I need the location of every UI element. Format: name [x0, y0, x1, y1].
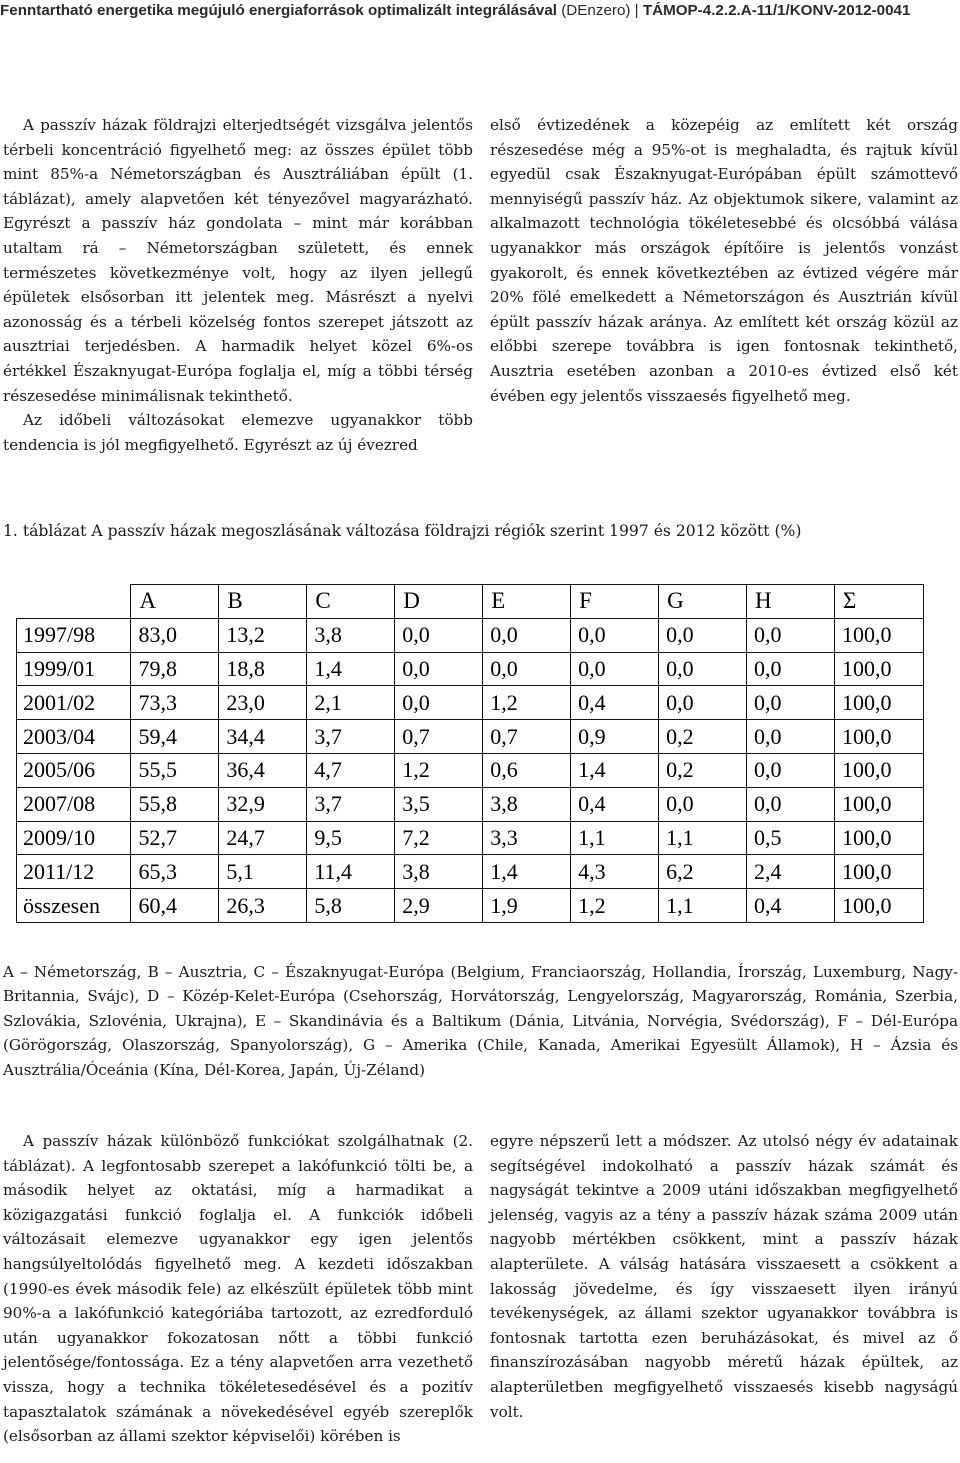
table-cell: 0,0 [395, 686, 483, 720]
header-project-code: TÁMOP-4.2.2.A-11/1/KONV-2012-0041 [642, 2, 911, 19]
paragraph: A passzív házak különböző funkciókat szolgálhatnak (2. táblázat). A legfontosabb szerepet a lakófunkció tölti be, a második helyet az oktatási, míg a harmadikat a közigazgatási funkció foglalja el. A funkciók időbeli változásait elemezve ugyanakkor egy igen jelentős hangsúlyeltolódás figyelhető meg. A kezdeti időszakban (1990-es évek második fele) az elkészült épületek több mint 90%-a a lakófunkció kategóriába tartozott, az ezredforduló után ugyanakkor fokozatosan nőtt a többi funkció jelentősége/fontossága. Ez a tény alapvetően arra vezethető vissza, hogy a technika tökéletesedésével és a pozitív tapasztalatok számának a növekedésével egyéb szereplők (elsősorban az állami szektor képviselői) körében is [3, 1132, 473, 1446]
table-cell: 100,0 [834, 652, 923, 686]
table-cell: 1,2 [395, 753, 483, 787]
paragraph: első évtizedének a közepéig az említett két ország részesedése még a 95%-ot is meghaladta, és rajtuk kívül egyedül csak Északnyugat-Európában épült számottevő mennyiségű passzív ház. Az objektumok sikere, valamint az alkalmazott technológia tökéletesebbé és olcsóbbá válása ugyanakkor más országok építőire is jelentős vonzást gyakorolt, és ennek következtében az évtized végére már 20% fölé emelkedett a Németországon és Ausztrián kívül épült passzív házak aránya. Az említett két ország közül az előbbi szerepe továbbra is igen fontosnak tekinthető, Ausztria esetében azonban a 2010-es évtized első két évében egy jelentős visszaesés figyelhető meg. [490, 116, 958, 405]
table-cell: 3,7 [307, 720, 395, 754]
table-caption: 1. táblázat A passzív házak megoszlásának változása földrajzi régiók szerint 1997 és 2012 között (%) [3, 522, 802, 540]
paragraph: Az időbeli változásokat elemezve ugyanakkor több tendencia is jól megfigyelhető. Egyrészt az új évezred [3, 411, 473, 454]
table-cell: 1,1 [659, 889, 747, 923]
table-cell: 100,0 [834, 821, 923, 855]
header-project-title: Fenntartható energetika megújuló energiaforrások optimalizált integrálásával [0, 2, 558, 19]
table-corner-cell [17, 585, 131, 619]
column-header: G [659, 585, 747, 619]
table-cell: 55,8 [131, 787, 219, 821]
table-cell: 0,9 [571, 720, 659, 754]
table-cell: 34,4 [219, 720, 307, 754]
table-cell: 0,7 [395, 720, 483, 754]
table-cell: 0,0 [747, 686, 835, 720]
table-cell: 36,4 [219, 753, 307, 787]
table-cell: 3,8 [483, 787, 571, 821]
column-header: B [219, 585, 307, 619]
table-cell: 0,4 [571, 686, 659, 720]
table-cell: 32,9 [219, 787, 307, 821]
table-cell: 3,8 [395, 855, 483, 889]
table-cell: 100,0 [834, 787, 923, 821]
table-cell: 24,7 [219, 821, 307, 855]
table-cell: 0,4 [571, 787, 659, 821]
row-label: 2007/08 [17, 787, 131, 821]
table-cell: 1,9 [483, 889, 571, 923]
table-cell: 1,4 [483, 855, 571, 889]
table-cell: 0,0 [395, 618, 483, 652]
table-cell: 100,0 [834, 753, 923, 787]
column-header: A [131, 585, 219, 619]
table-cell: 100,0 [834, 889, 923, 923]
table-cell: 0,0 [659, 618, 747, 652]
table-header-row [17, 585, 924, 619]
table-cell: 65,3 [131, 855, 219, 889]
table-cell: 11,4 [307, 855, 395, 889]
table-cell: 0,0 [747, 618, 835, 652]
table-row [17, 720, 924, 754]
table-cell: 6,2 [659, 855, 747, 889]
table-cell: 18,8 [219, 652, 307, 686]
row-label: 1999/01 [17, 652, 131, 686]
row-label: összesen [17, 889, 131, 923]
table-cell: 0,6 [483, 753, 571, 787]
table-cell: 0,2 [659, 753, 747, 787]
text-column-left-bottom [3, 1129, 473, 1449]
table-row [17, 618, 924, 652]
table-cell: 2,1 [307, 686, 395, 720]
running-header [0, 2, 960, 24]
table-cell: 0,7 [483, 720, 571, 754]
table-cell: 100,0 [834, 686, 923, 720]
text-column-right-top [490, 113, 958, 408]
table-cell: 0,0 [659, 787, 747, 821]
table-cell: 2,4 [747, 855, 835, 889]
table-cell: 79,8 [131, 652, 219, 686]
table-cell: 2,9 [395, 889, 483, 923]
table-cell: 1,1 [571, 821, 659, 855]
region-share-table [16, 584, 924, 923]
table-cell: 4,7 [307, 753, 395, 787]
table-cell: 1,2 [571, 889, 659, 923]
table-cell: 59,4 [131, 720, 219, 754]
column-header: C [307, 585, 395, 619]
table-cell: 0,4 [747, 889, 835, 923]
table-row [17, 652, 924, 686]
table-cell: 1,4 [571, 753, 659, 787]
column-header: H [747, 585, 835, 619]
table-cell: 60,4 [131, 889, 219, 923]
column-header: E [483, 585, 571, 619]
table-cell: 55,5 [131, 753, 219, 787]
text-column-left-top [3, 113, 473, 457]
table-cell: 0,0 [659, 652, 747, 686]
table-cell: 4,3 [571, 855, 659, 889]
table-cell: 23,0 [219, 686, 307, 720]
table-cell: 3,8 [307, 618, 395, 652]
row-label: 2003/04 [17, 720, 131, 754]
table-cell: 5,1 [219, 855, 307, 889]
table-cell: 1,2 [483, 686, 571, 720]
table-cell: 3,5 [395, 787, 483, 821]
paragraph: egyre népszerű lett a módszer. Az utolsó négy év adatainak segítségével indokolható a passzív házak számát és nagyságát tekintve a 2009 utáni időszakban megfigyelhető jelenség, vagyis az a tény a passzív házak száma 2009 után nagyobb mértékben csökkent, mint a passzív házak alapterülete. A válság hatására visszaesett a csökkent a lakosság jövedelme, és így visszaesett ilyen irányú tevékenységek, az állami szektor ugyanakkor továbbra is fontosnak tartotta ezen beruházásokat, és mivel az ő finanszírozásában nagyobb méretű házak épültek, az alapterületben megfigyelhető visszaesés kisebb nagyságú volt. [490, 1132, 958, 1421]
table-cell: 0,0 [483, 652, 571, 686]
row-label: 2005/06 [17, 753, 131, 787]
table-cell: 0,0 [747, 753, 835, 787]
table-cell: 0,2 [659, 720, 747, 754]
table-cell: 5,8 [307, 889, 395, 923]
table-cell: 0,0 [747, 720, 835, 754]
text-column-right-bottom [490, 1129, 958, 1424]
row-label: 2009/10 [17, 821, 131, 855]
table-row [17, 821, 924, 855]
table-cell: 9,5 [307, 821, 395, 855]
table-cell: 3,3 [483, 821, 571, 855]
row-label: 1997/98 [17, 618, 131, 652]
table-cell: 0,0 [659, 686, 747, 720]
table-legend-note: A – Németország, B – Ausztria, C – Északnyugat-Európa (Belgium, Franciaország, Hollandia, Írország, Luxemburg, Nagy-Britannia, Svájc), D – Közép-Kelet-Európa (Csehország, Horvátország, Lengyelország, Magyarország, Románia, Szerbia, Szlovákia, Szlovénia, Ukrajna), E – Skandinávia és a Baltikum (Dánia, Litvánia, Norvégia, Svédország), F – Dél-Európa (Görögország, Olaszország, Spanyolország), G – Amerika (Chile, Kanada, Amerikai Egyesült Államok), H – Ázsia és Ausztrália/Óceánia (Kína, Dél-Korea, Japán, Új-Zéland) [3, 963, 958, 1079]
table-cell: 83,0 [131, 618, 219, 652]
table-row [17, 787, 924, 821]
table-cell: 0,0 [571, 652, 659, 686]
table-cell: 7,2 [395, 821, 483, 855]
table-row [17, 753, 924, 787]
header-project-abbrev: (DEnzero) | [557, 2, 643, 19]
table-cell: 52,7 [131, 821, 219, 855]
table-cell: 26,3 [219, 889, 307, 923]
table-cell: 73,3 [131, 686, 219, 720]
table-cell: 0,0 [747, 652, 835, 686]
column-header: Σ [834, 585, 923, 619]
table-cell: 100,0 [834, 720, 923, 754]
column-header: D [395, 585, 483, 619]
row-label: 2001/02 [17, 686, 131, 720]
table-row [17, 686, 924, 720]
table-row [17, 889, 924, 923]
table-container [16, 584, 924, 923]
table-cell: 100,0 [834, 855, 923, 889]
table-cell: 1,4 [307, 652, 395, 686]
table-cell: 0,0 [395, 652, 483, 686]
row-label: 2011/12 [17, 855, 131, 889]
table-cell: 0,0 [483, 618, 571, 652]
table-cell: 0,0 [747, 787, 835, 821]
column-header: F [571, 585, 659, 619]
table-cell: 3,7 [307, 787, 395, 821]
table-cell: 13,2 [219, 618, 307, 652]
table-cell: 1,1 [659, 821, 747, 855]
paragraph: A passzív házak földrajzi elterjedtségét vizsgálva jelentős térbeli koncentráció figyelhető meg: az összes épület több mint 85%-a Németországban és Ausztráliában épült (1. táblázat), amely alapvetően két tényezővel magyarázható. Egyrészt a passzív ház gondolata – mint már korábban utaltam rá – Németországban született, és ennek természetes következménye volt, hogy az ilyen jellegű épületek elsősorban itt jelentek meg. Másrészt a nyelvi azonosság és a térbeli közelség fontos szerepet játszott az ausztriai terjedésben. A harmadik helyet közel 6%-os értékkel Északnyugat-Európa foglalja el, míg a többi térség részesedése minimálisnak tekinthető. [3, 116, 473, 405]
table-row [17, 855, 924, 889]
table-cell: 0,0 [571, 618, 659, 652]
table-cell: 0,5 [747, 821, 835, 855]
table-cell: 100,0 [834, 618, 923, 652]
